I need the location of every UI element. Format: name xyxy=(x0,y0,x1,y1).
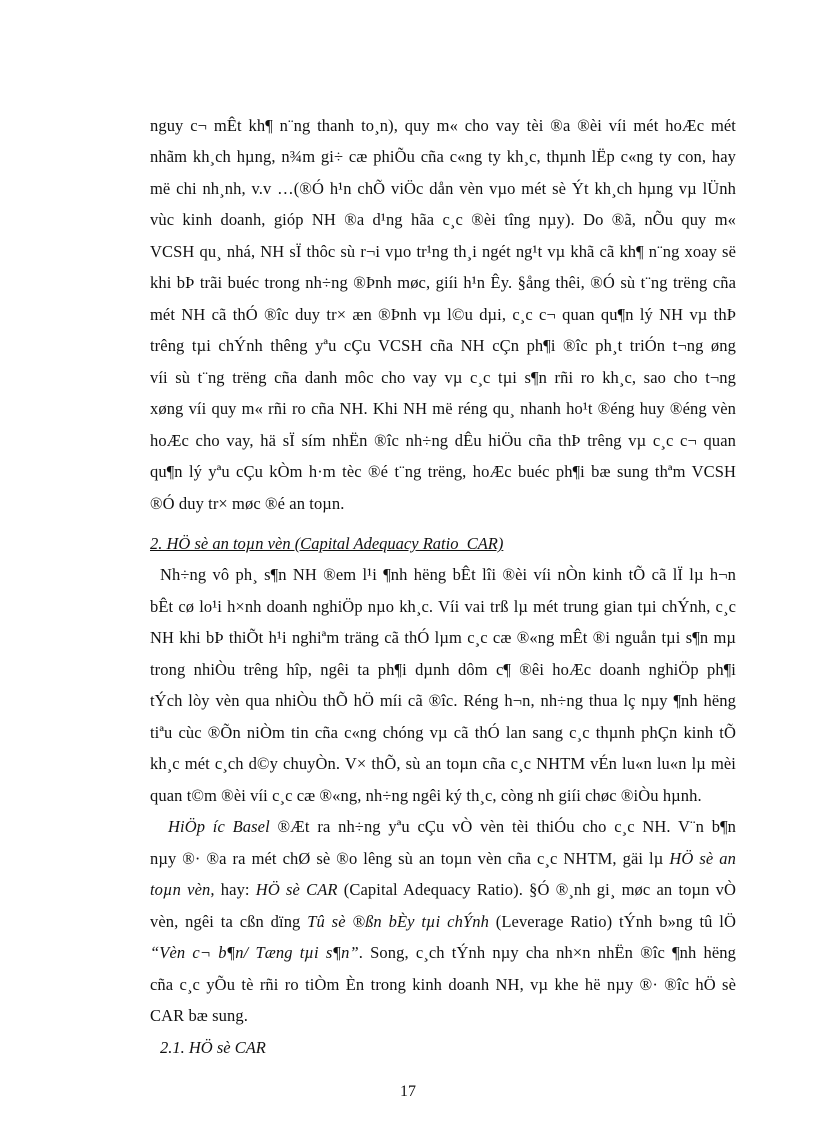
basel-accord-term: HiÖp íc Basel xyxy=(168,817,270,836)
paragraph-line: trong nhiÒu trêng hîp, ngêi ta ph¶i dµnh dôm c¶ ®êi hoÆc doanh nghiÖp ph¶i xyxy=(150,660,736,679)
paragraph-line: më chi nh¸nh, v.v …(®Ó h¹n chÕ viÖc dån vèn vµo mét sè Ýt kh¸ch hµng vµ lÜnh xyxy=(150,179,736,198)
car-term: toµn vèn, xyxy=(150,880,215,899)
text-run: (Leverage Ratio) tÝnh b»ng tû lÖ xyxy=(488,912,736,931)
section-heading: 2. HÖ sè an toµn vèn (Capital Adequacy Ratio_CAR) xyxy=(150,534,504,553)
text-run: vèn, ngêi ta cßn dïng xyxy=(150,912,308,931)
paragraph-line xyxy=(150,912,736,932)
paragraph-line: nhãm kh¸ch hµng, n¾m gi÷ cæ phiÕu cña c«ng ty kh¸c, thµnh lËp c«ng ty con, hay xyxy=(150,147,736,166)
paragraph-line: hoÆc cho vay, hä sÏ sím nhËn ®îc nh÷ng dÊu hiÖu cña thÞ trêng vµ c¸c c¬ quan xyxy=(150,431,736,450)
subsection-heading: 2.1. HÖ sè CAR xyxy=(160,1038,266,1057)
paragraph-line xyxy=(150,943,736,963)
car-term: HÖ sè CAR xyxy=(255,880,338,899)
paragraph-line: VCSH qu¸ nhá, NH sÏ thôc sù r¬i vµo tr¹ng th¸i ngét ng¹t vµ khã cã kh¶ n¨ng xoay së xyxy=(150,242,736,261)
text-run: (Capital Adequacy Ratio). §Ó ®¸nh gi¸ møc an toµn vÒ xyxy=(337,880,737,899)
leverage-term: Tû sè ®ßn bÈy tµi chÝnh xyxy=(307,912,489,931)
text-run: ®Æt ra nh÷ng yªu cÇu vÒ vèn tèi thiÓu cho c¸c NH. V¨n b¶n xyxy=(269,817,737,836)
paragraph-line xyxy=(150,880,736,900)
paragraph-line: khi bÞ trãi buéc trong nh÷ng ®Þnh møc, giíi h¹n Êy. §ång thêi, ®Ó sù t¨ng trëng cña xyxy=(150,273,736,292)
paragraph-line: qu¶n lý yªu cÇu kÒm h·m tèc ®é t¨ng trëng, hoÆc buéc ph¶i bæ sung thªm VCSH xyxy=(150,462,736,481)
paragraph-line: quan t©m ®èi víi c¸c cæ ®«ng, nh÷ng ngêi ký th¸c, còng nh giíi chøc ®iÒu hµnh. xyxy=(150,786,702,805)
car-term: HÖ sè an xyxy=(669,849,736,868)
paragraph-line: trêng tµi chÝnh thêng yªu cÇu VCSH cña NH cÇn ph¶i ®îc ph¸t triÓn t¬ng øng xyxy=(150,336,736,355)
paragraph-line: nguy c¬ mÊt kh¶ n¨ng thanh to¸n), quy m« cho vay tèi ®a ®èi víi mét hoÆc mét xyxy=(150,116,736,135)
paragraph-line: tÝch lòy vèn qua nhiÒu thÕ hÖ míi cã ®îc. Réng h¬n, nh÷ng thua lç nµy ¶nh hëng xyxy=(150,691,736,710)
paragraph-line: Nh÷ng vô ph¸ s¶n NH ®em l¹i ¶nh hëng bÊt lîi ®èi víi nÒn kinh tÕ cã lÏ lµ h¬n xyxy=(160,565,736,584)
page-number: 17 xyxy=(400,1083,416,1100)
paragraph-line: víi sù t¨ng trëng cña danh môc cho vay vµ c¸c tµi s¶n rñi ro kh¸c, sao cho t¬ng xyxy=(150,368,736,387)
paragraph-line: ®Ó duy tr× møc ®é an toµn. xyxy=(150,494,345,513)
paragraph-line: bÊt cø lo¹i h×nh doanh nghiÖp nµo kh¸c. Víi vai trß lµ mét trung gian tµi chÝnh, c¸c xyxy=(150,597,736,616)
paragraph-line: mét NH cã thÓ ®îc duy tr× æn ®Þnh vµ l©u dµi, c¸c c¬ quan qu¶n lý NH vµ thÞ xyxy=(150,305,736,324)
paragraph-line: cña c¸c yÕu tè rñi ro tiÒm Èn trong kinh doanh NH, vµ khe hë nµy ®· ®îc hÖ sè xyxy=(150,975,736,994)
paragraph-line: tiªu cùc ®Õn niÒm tin cña c«ng chóng vµ cã thÓ lan sang c¸c thµnh phÇn kinh tÕ xyxy=(150,723,736,742)
paragraph-line: vùc kinh doanh, gióp NH ®a d¹ng hãa c¸c ®èi tîng nµy). Do ®ã, nÕu quy m« xyxy=(150,210,736,229)
text-run: . Song, c¸ch tÝnh nµy cha nh×n nhËn ®îc ¶nh hëng xyxy=(358,943,737,962)
leverage-formula: “Vèn c¬ b¶n/ Tæng tµi s¶n” xyxy=(150,943,359,962)
text-run: nµy ®· ®a ra mét chØ sè ®o lêng sù an toµn vèn cña c¸c NHTM, gäi lµ xyxy=(150,849,670,868)
paragraph-line: NH khi bÞ thiÕt h¹i nghiªm träng cã thÓ lµm c¸c cæ ®«ng mÊt ®i nguån tµi s¶n mµ xyxy=(150,628,736,647)
paragraph-line: xøng víi quy m« rñi ro cña NH. Khi NH më réng qu¸ nhanh ho¹t ®éng huy ®éng vèn xyxy=(150,399,736,418)
paragraph-line: kh¸c mét c¸ch d©y chuyÒn. V× thÕ, sù an toµn cña c¸c NHTM vÉn lu«n lu«n lµ mèi xyxy=(150,754,736,773)
paragraph-line: CAR bæ sung. xyxy=(150,1006,248,1025)
paragraph-line xyxy=(168,817,736,837)
paragraph-line xyxy=(150,849,736,869)
text-run: hay: xyxy=(214,880,256,899)
